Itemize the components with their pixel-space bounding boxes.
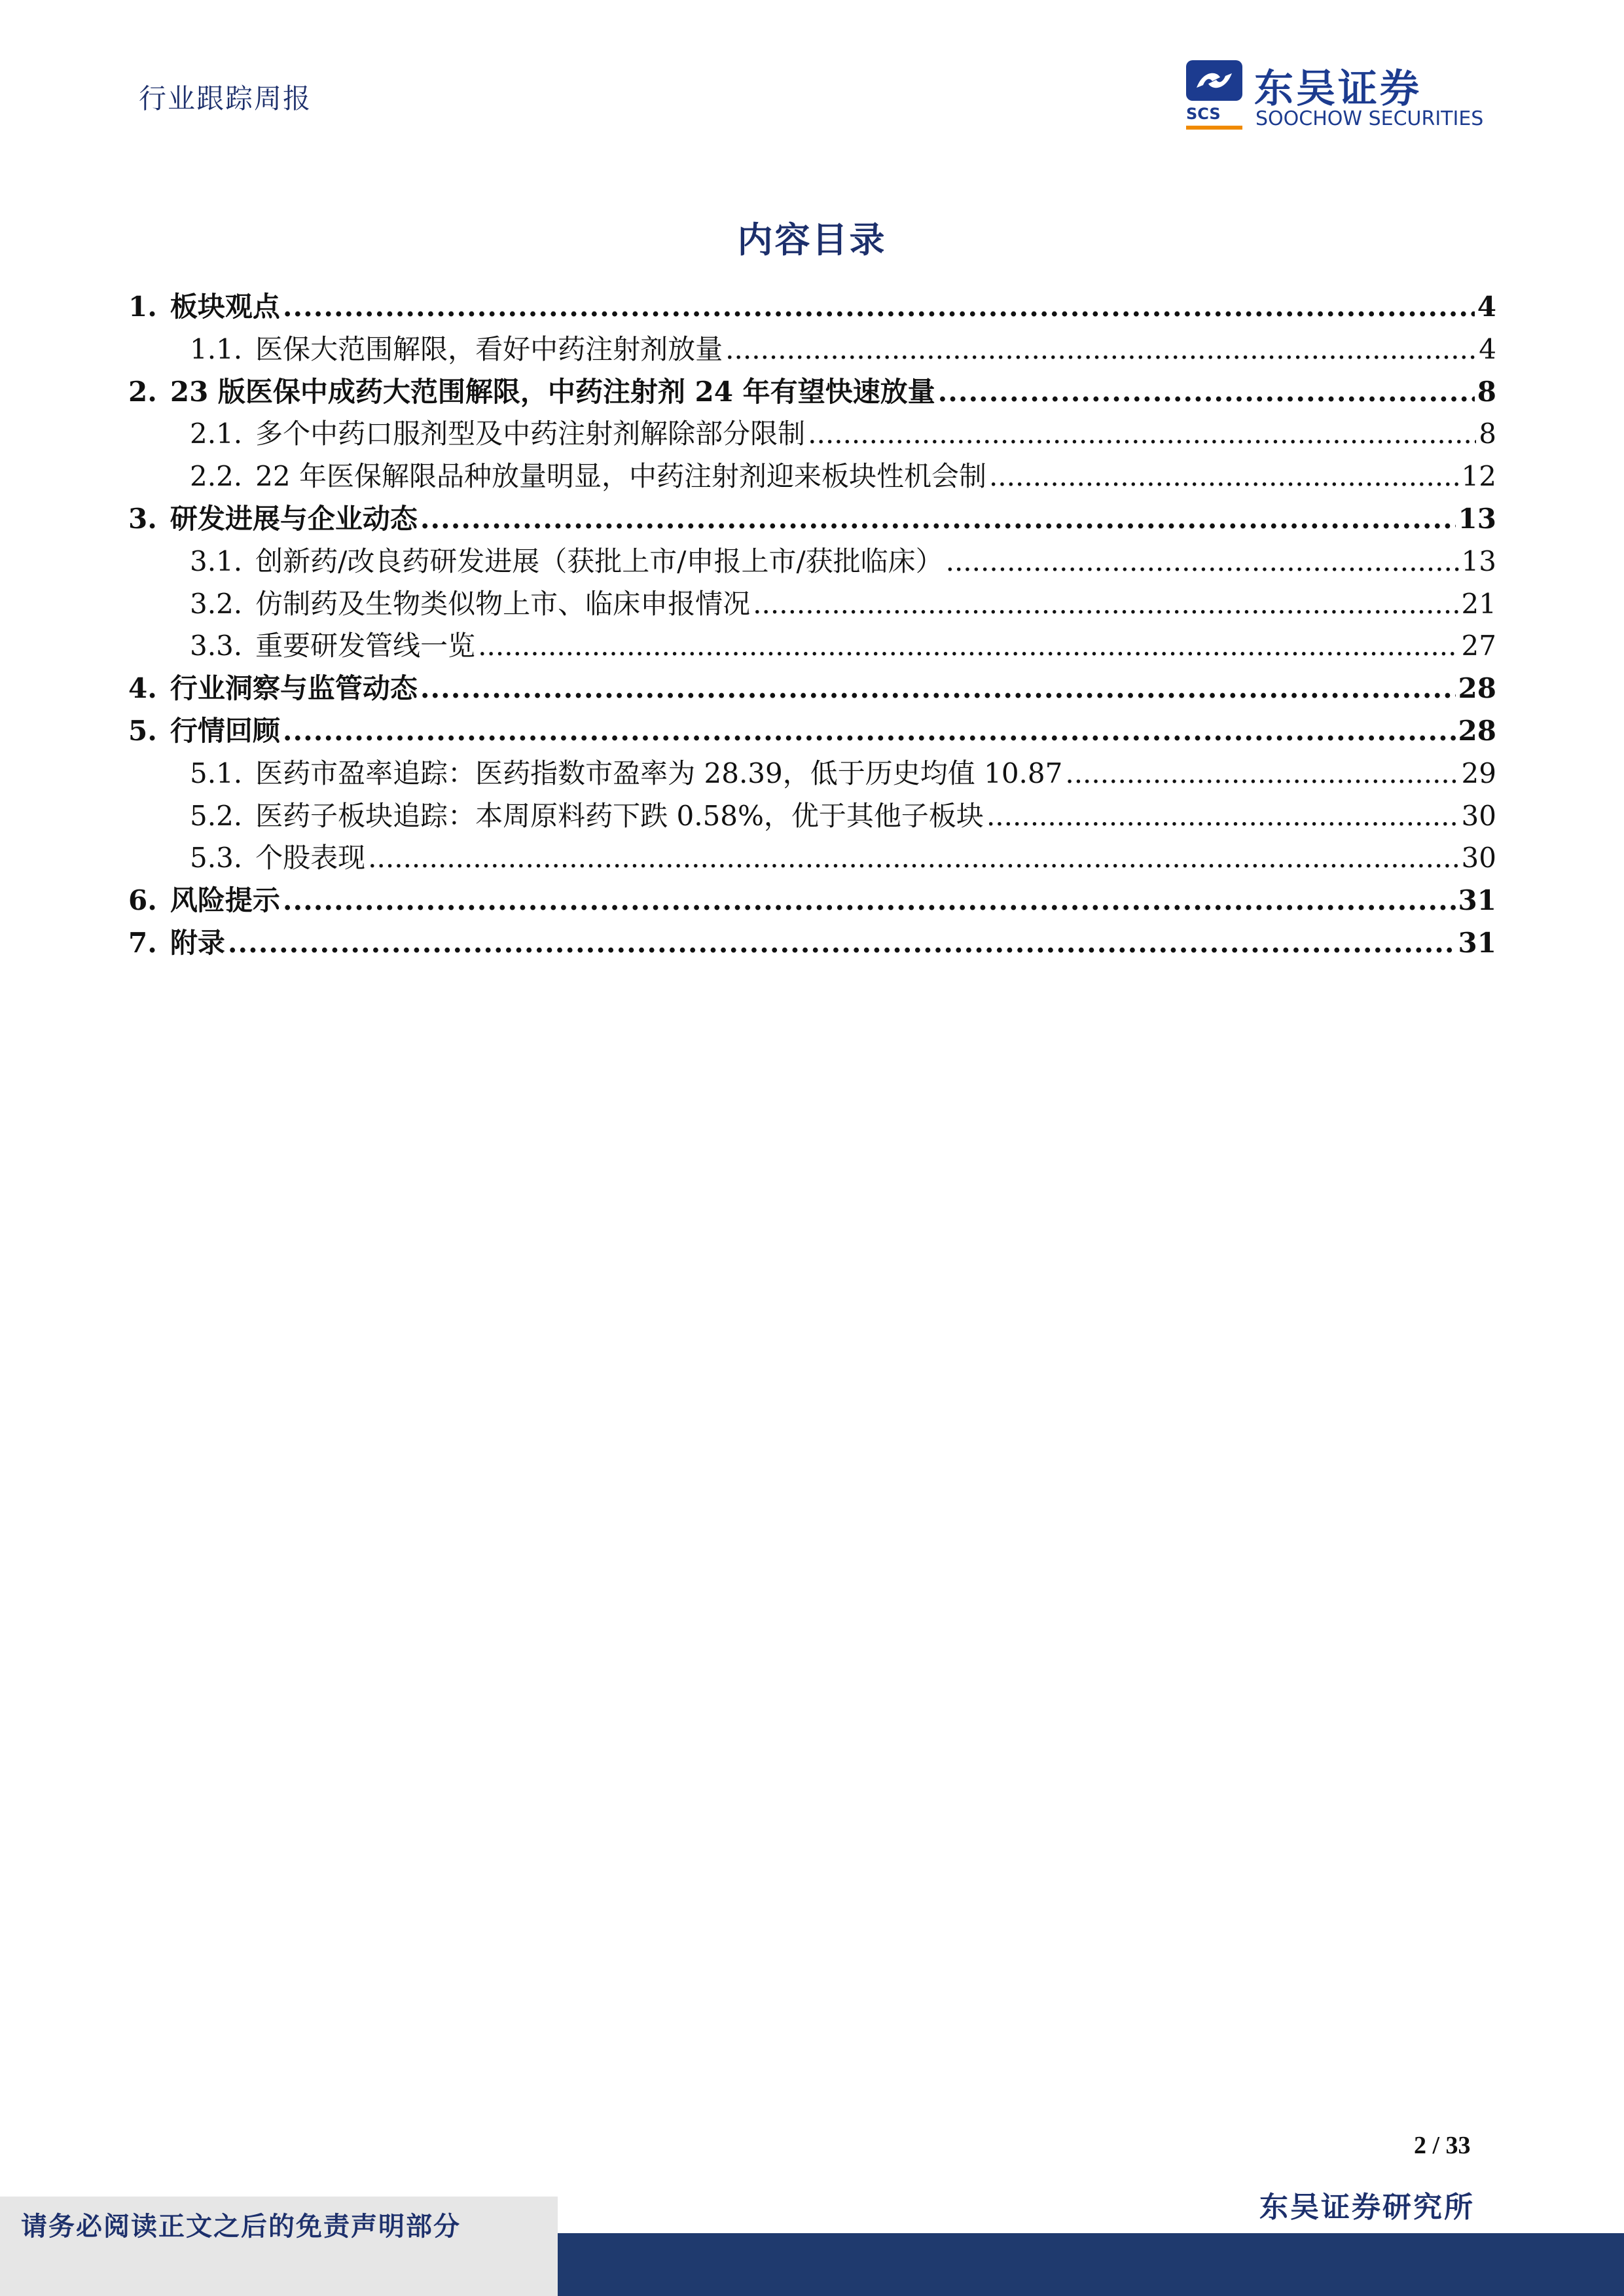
toc-entry-page: 31 [1458, 884, 1496, 917]
toc-leader-dots [989, 460, 1459, 492]
toc-entry-label: 个股表现 [255, 842, 366, 874]
toc-entry-label: 重要研发管线一览 [255, 630, 476, 662]
toc-entry-page: 13 [1461, 545, 1496, 577]
toc-entry-page: 29 [1461, 757, 1496, 789]
toc-entry-number: 2. [128, 375, 157, 408]
toc-entry[interactable] [128, 583, 1496, 625]
logo-accent-bar [1186, 126, 1242, 130]
toc-entry[interactable] [128, 455, 1496, 497]
toc-entry-number: 5. [128, 714, 157, 747]
toc-leader-dots [946, 545, 1459, 577]
toc-entry[interactable] [128, 370, 1496, 413]
toc-entry-label: 附录 [170, 926, 225, 959]
toc-leader-dots [283, 884, 1456, 916]
toc-entry-label: 创新药/改良药研发进展（获批上市/申报上市/获批临床） [255, 545, 943, 577]
toc-entry[interactable] [128, 285, 1496, 328]
toc-entry-label: 医药市盈率追踪：医药指数市盈率为 28.39，低于历史均值 10.87 [255, 757, 1063, 789]
toc-leader-dots [228, 927, 1456, 959]
toc-entry-number: 1.1. [190, 332, 243, 365]
toc-entry-label: 医保大范围解限，看好中药注射剂放量 [255, 332, 723, 365]
toc-entry-page: 4 [1479, 332, 1496, 365]
toc-entry-page: 30 [1461, 799, 1496, 832]
toc-entry[interactable] [128, 328, 1496, 370]
toc-entry-label: 22 年医保解限品种放量明显，中药注射剂迎来板块性机会制 [255, 460, 986, 493]
toc-entry[interactable] [128, 879, 1496, 922]
toc-entry-number: 4. [128, 672, 157, 705]
toc-leader-dots [478, 630, 1458, 662]
toc-entry-number: 2.1. [190, 418, 243, 450]
toc-leader-dots [725, 333, 1476, 365]
toc-entry[interactable] [128, 497, 1496, 540]
toc-entry-label: 医药子板块追踪：本周原料药下跌 0.58%，优于其他子板块 [255, 799, 984, 832]
toc-entry-page: 12 [1461, 460, 1496, 493]
toc-entry-number: 2.2. [190, 460, 243, 493]
toc-entry-page: 4 [1477, 291, 1496, 323]
toc-leader-dots [368, 842, 1458, 874]
toc-entry[interactable] [128, 667, 1496, 709]
toc-entry-number: 7. [128, 926, 157, 959]
toc-entry-number: 3.3. [190, 630, 243, 662]
toc-entry[interactable] [128, 709, 1496, 752]
toc-entry[interactable] [128, 836, 1496, 879]
toc-entry[interactable] [128, 540, 1496, 583]
toc-entry-page: 27 [1461, 630, 1496, 662]
toc-entry-number: 3.2. [190, 587, 243, 620]
toc-entry-label: 行业洞察与监管动态 [170, 672, 418, 705]
toc-leader-dots [986, 800, 1459, 832]
toc-entry[interactable] [128, 752, 1496, 795]
page-indicator: 2 / 33 [1414, 2132, 1471, 2159]
toc-entry-number: 3. [128, 502, 157, 535]
toc-entry-page: 8 [1479, 418, 1496, 450]
toc-entry-label: 行情回顾 [170, 714, 280, 747]
toc-leader-dots [1065, 757, 1458, 789]
toc-entry[interactable] [128, 922, 1496, 964]
toc-leader-dots [938, 376, 1475, 408]
toc-leader-dots [420, 503, 1456, 535]
toc-entry-number: 6. [128, 884, 157, 917]
toc-entry-label: 研发进展与企业动态 [170, 502, 418, 535]
toc-entry-label: 风险提示 [170, 884, 280, 917]
toc-entry[interactable] [128, 412, 1496, 455]
toc-entry-number: 3.1. [190, 545, 243, 577]
toc-entry-page: 21 [1461, 587, 1496, 620]
toc-leader-dots [753, 588, 1458, 620]
toc-entry-page: 30 [1461, 842, 1496, 874]
toc-entry-page: 8 [1477, 375, 1496, 408]
toc-entry-page: 28 [1458, 672, 1496, 705]
toc-entry-number: 5.3. [190, 842, 243, 874]
table-of-contents [128, 285, 1496, 964]
report-type-label: 行业跟踪周报 [139, 82, 312, 115]
toc-entry-number: 5.1. [190, 757, 243, 789]
footer-institute: 东吴证券研究所 [1259, 2191, 1475, 2224]
toc-entry[interactable] [128, 795, 1496, 837]
toc-entry-number: 5.2. [190, 799, 243, 832]
toc-leader-dots [283, 715, 1456, 747]
logo-abbreviation: SCS [1186, 105, 1221, 123]
toc-entry-label: 板块观点 [170, 291, 280, 323]
toc-entry-label: 仿制药及生物类似物上市、临床申报情况 [255, 587, 751, 620]
logo-english-name: SOOCHOW SECURITIES [1255, 107, 1484, 130]
toc-leader-dots [808, 418, 1476, 450]
toc-entry-label: 多个中药口服剂型及中药注射剂解除部分限制 [255, 418, 806, 450]
logo-chinese-name: 东吴证券 [1254, 66, 1422, 112]
toc-leader-dots [420, 672, 1456, 704]
toc-leader-dots [283, 291, 1475, 323]
toc-entry-page: 31 [1458, 926, 1496, 959]
toc-entry-label: 23 版医保中成药大范围解限，中药注射剂 24 年有望快速放量 [170, 375, 935, 408]
toc-entry-page: 28 [1458, 714, 1496, 747]
company-logo [1183, 58, 1504, 136]
footer-disclaimer: 请务必阅读正文之后的免责声明部分 [21, 2211, 461, 2242]
toc-entry-number: 1. [128, 291, 157, 323]
toc-entry-page: 13 [1458, 502, 1496, 535]
toc-entry[interactable] [128, 624, 1496, 667]
toc-title: 内容目录 [737, 219, 887, 260]
